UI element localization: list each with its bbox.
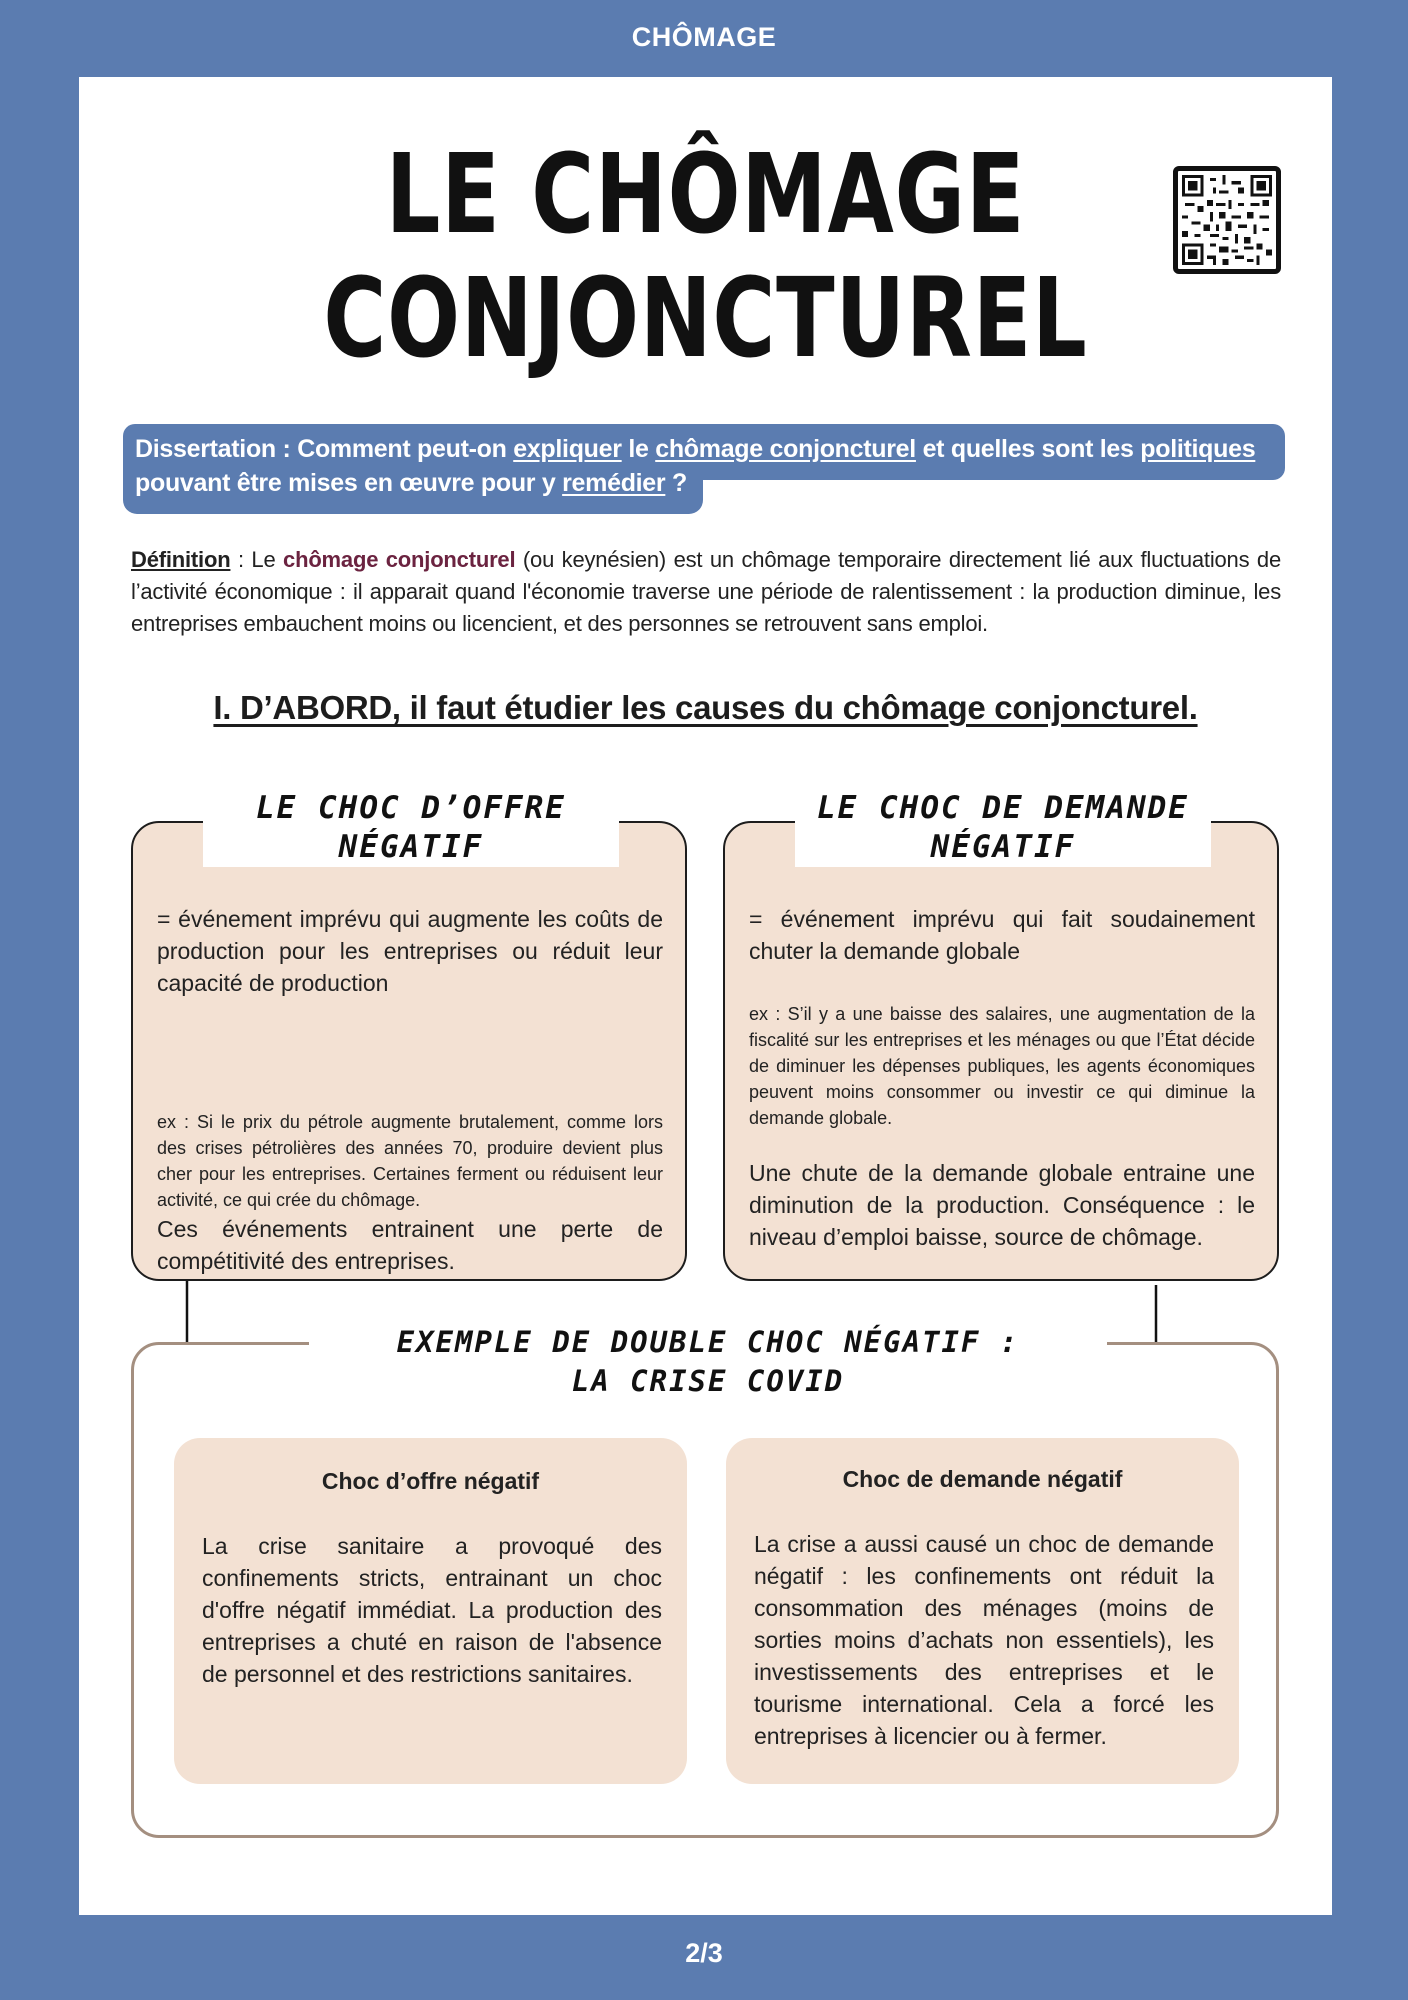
- page-title: [217, 132, 1194, 380]
- definition-label: Définition: [131, 547, 231, 572]
- page-number: 2/3: [685, 1938, 723, 1968]
- qr-code-icon[interactable]: [1173, 166, 1281, 274]
- question-text: Dissertation : Comment peut-on expliquer le chômage conjoncturel et quelles sont les politiques pouvant être mises en œuvre pour y remédier ?: [135, 435, 1256, 497]
- offer-shock-definition: = événement imprévu qui augmente les coûts de production pour les entreprises ou réduit leur capacité de production: [157, 906, 663, 996]
- covid-demand-shock-text: La crise a aussi causé un choc de demande négatif : les confinements ont réduit la consommation des ménages (moins de sorties moins d’achats non essentiels), les investissements des entreprises et le tourisme international. Cela a forcé les entreprises à licencier ou à fermer.: [754, 1531, 1214, 1749]
- definition-term: chômage conjoncturel: [283, 547, 516, 572]
- section-heading: I. D’ABORD, il faut étudier les causes du chômage conjoncturel.: [213, 689, 1198, 726]
- demand-shock-consequence: Une chute de la demande globale entraine une diminution de la production. Conséquence : le niveau d’emploi baisse, source de chômage.: [749, 1160, 1255, 1250]
- offer-shock-consequence: Ces événements entrainent une perte de compétitivité des entreprises.: [157, 1216, 663, 1274]
- definition-paragraph: Définition : Le chômage conjoncturel (ou keynésien) est un chômage temporaire directement lié aux fluctuations de l’activité économique : il apparait quand l'économie traverse une période de ralentissement : la production diminue, les entreprises embauchent moins ou licencient, et des personnes se retrouvent sans emploi.: [131, 547, 1281, 636]
- keyword-remedier: remédier: [562, 469, 666, 497]
- qr-code-graphic: [1182, 175, 1272, 265]
- covid-example-box: [131, 1325, 1279, 1838]
- offer-shock-title: LE CHOC D’OFFRE NÉGATIF: [203, 789, 619, 867]
- document-page: [79, 77, 1332, 1915]
- demand-shock-definition: = événement imprévu qui fait soudainement chuter la demande globale: [749, 906, 1255, 964]
- covid-demand-shock-title: Choc de demande négatif: [842, 1466, 1123, 1492]
- covid-demand-shock-card: [726, 1438, 1239, 1784]
- covid-example-title: EXEMPLE DE DOUBLE CHOC NÉGATIF : LA CRISE COVID: [309, 1323, 1107, 1401]
- keyword-expliquer: expliquer: [513, 435, 622, 463]
- covid-offer-shock-text: La crise sanitaire a provoqué des confinements stricts, entrainant un choc d'offre négatif immédiat. La production des entreprises a chuté en raison de l'absence de personnel et des restrictions sanitaires.: [202, 1533, 662, 1687]
- title-line-1: LE CHÔMAGE: [385, 130, 1026, 258]
- header-label: CHÔMAGE: [631, 22, 777, 52]
- dissertation-question: [123, 424, 1285, 514]
- covid-offer-shock-title: Choc d’offre négatif: [321, 1468, 540, 1494]
- demand-shock-box: [723, 790, 1279, 1281]
- keyword-chomage-conjoncturel: chômage conjoncturel: [655, 435, 916, 463]
- offer-shock-box: [131, 790, 687, 1281]
- covid-offer-shock-card: [174, 1438, 687, 1784]
- title-line-2: CONJONCTUREL: [323, 254, 1088, 382]
- demand-shock-example: ex : S’il y a une baisse des salaires, une augmentation de la fiscalité sur les entreprises et les ménages ou que l’État décide de diminuer les dépenses publiques, les agents économiques peuvent moins consommer ou investir ce qui diminue la demande globale.: [749, 1004, 1255, 1128]
- offer-shock-example: ex : Si le prix du pétrole augmente brutalement, comme lors des crises pétrolières des années 70, produire devient plus cher pour les entreprises. Certaines ferment ou réduisent leur activité, ce qui crée du chômage.: [157, 1112, 663, 1210]
- keyword-politiques: politiques: [1140, 435, 1256, 463]
- demand-shock-title: LE CHOC DE DEMANDE NÉGATIF: [795, 789, 1211, 867]
